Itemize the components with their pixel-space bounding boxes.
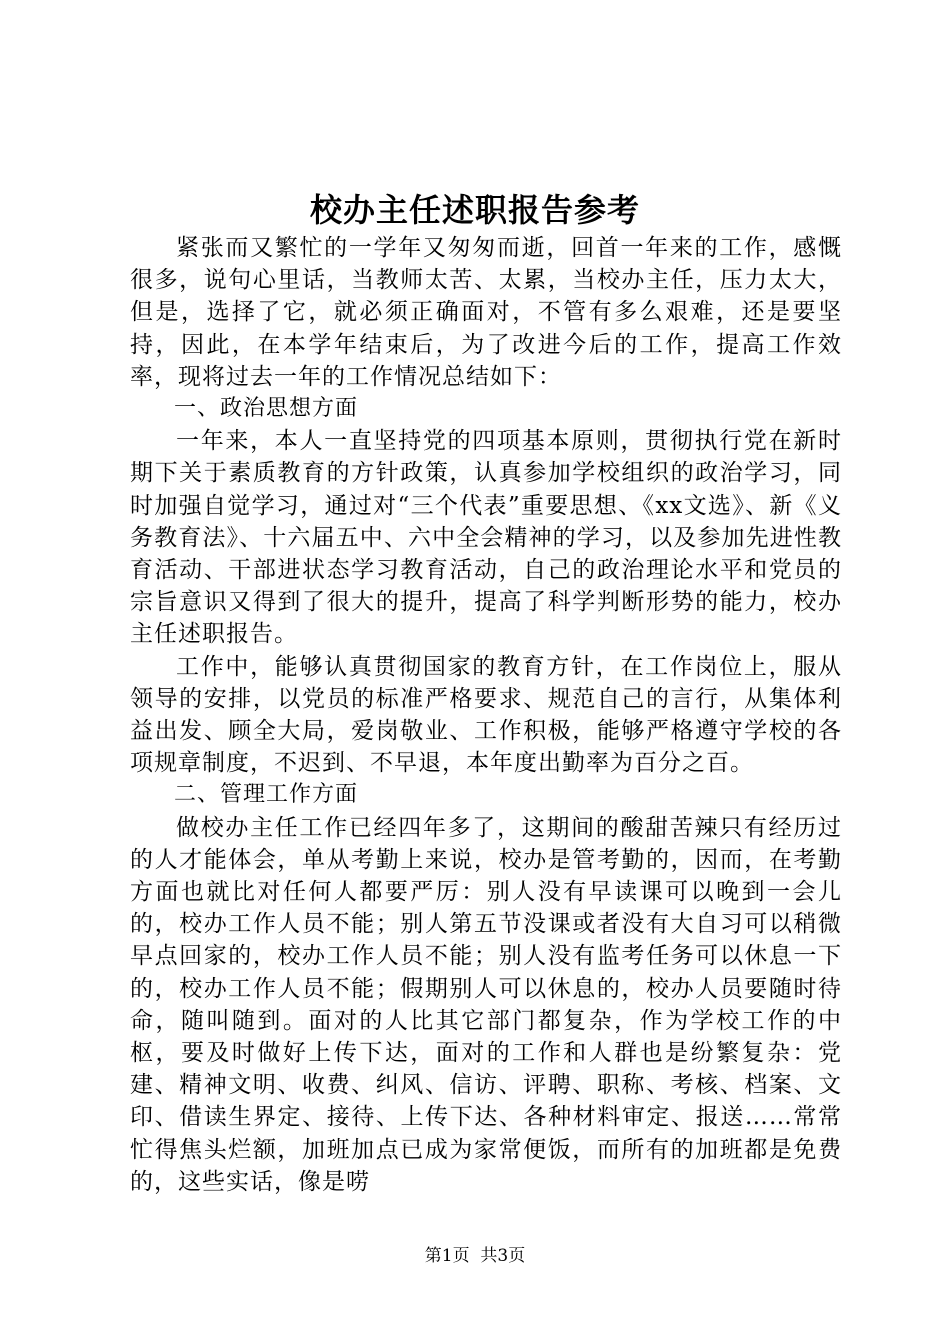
paragraph-work-attitude: 工作中，能够认真贯彻国家的教育方针，在工作岗位上，服从领导的安排，以党员的标准严格要求、规范自己的言行，从集体利益出发、顾全大局，爱岗敬业、工作积极，能够严格遵守学校的各项规章制度，不迟到、不早退，本年度出勤率为百分之百。 bbox=[130, 653, 842, 777]
page-number-footer: 第1页 共3页 bbox=[424, 1246, 526, 1266]
section-heading-management: 二、管理工作方面 bbox=[174, 782, 359, 808]
document-body bbox=[130, 232, 842, 1198]
paragraph-political-study: 一年来，本人一直坚持党的四项基本原则，贯彻执行党在新时期下关于素质教育的方针政策，认真参加学校组织的政治学习，同时加强自觉学习，通过对“三个代表”重要思想、《xx文选》、新《义务教育法》、十六届五中、六中全会精神的学习，以及参加先进性教育活动、干部进状态学习教育活动，自己的政治理论水平和党员的宗旨意识又得到了很大的提升，提高了科学判断形势的能力，校办主任述职报告。 bbox=[130, 428, 842, 648]
section-heading-political: 一、政治思想方面 bbox=[174, 396, 359, 422]
paragraph-management: 做校办主任工作已经四年多了，这期间的酸甜苦辣只有经历过的人才能体会，单从考勤上来说，校办是管考勤的，因而，在考勤方面也就比对任何人都要严厉：别人没有早读课可以晚到一会儿的，校办工作人员不能；别人第五节没课或者没有大自习可以稍微早点回家的，校办工作人员不能；别人没有监考任务可以休息一下的，校办工作人员不能；假期别人可以休息的，校办人员要随时待命，随叫随到。面对的人比其它部门都复杂，作为学校工作的中枢，要及时做好上传下达，面对的工作和人群也是纷繁复杂：党建、精神文明、收费、纠风、信访、评聘、职称、考核、档案、文印、借读生界定、接待、上传下达、各种材料审定、报送……常常忙得焦头烂额，加班加点已成为家常便饭，而所有的加班都是免费的，这些实话，像是唠 bbox=[130, 814, 842, 1195]
paragraph-intro: 紧张而又繁忙的一学年又匆匆而逝，回首一年来的工作，感慨很多，说句心里话，当教师太苦、太累，当校办主任，压力太大，但是，选择了它，就必须正确面对，不管有多么艰难，还是要坚持，因此，在本学年结束后，为了改进今后的工作，提高工作效率，现将过去一年的工作情况总结如下： bbox=[130, 235, 842, 390]
document-title: 校办主任述职报告参考 bbox=[309, 191, 640, 229]
